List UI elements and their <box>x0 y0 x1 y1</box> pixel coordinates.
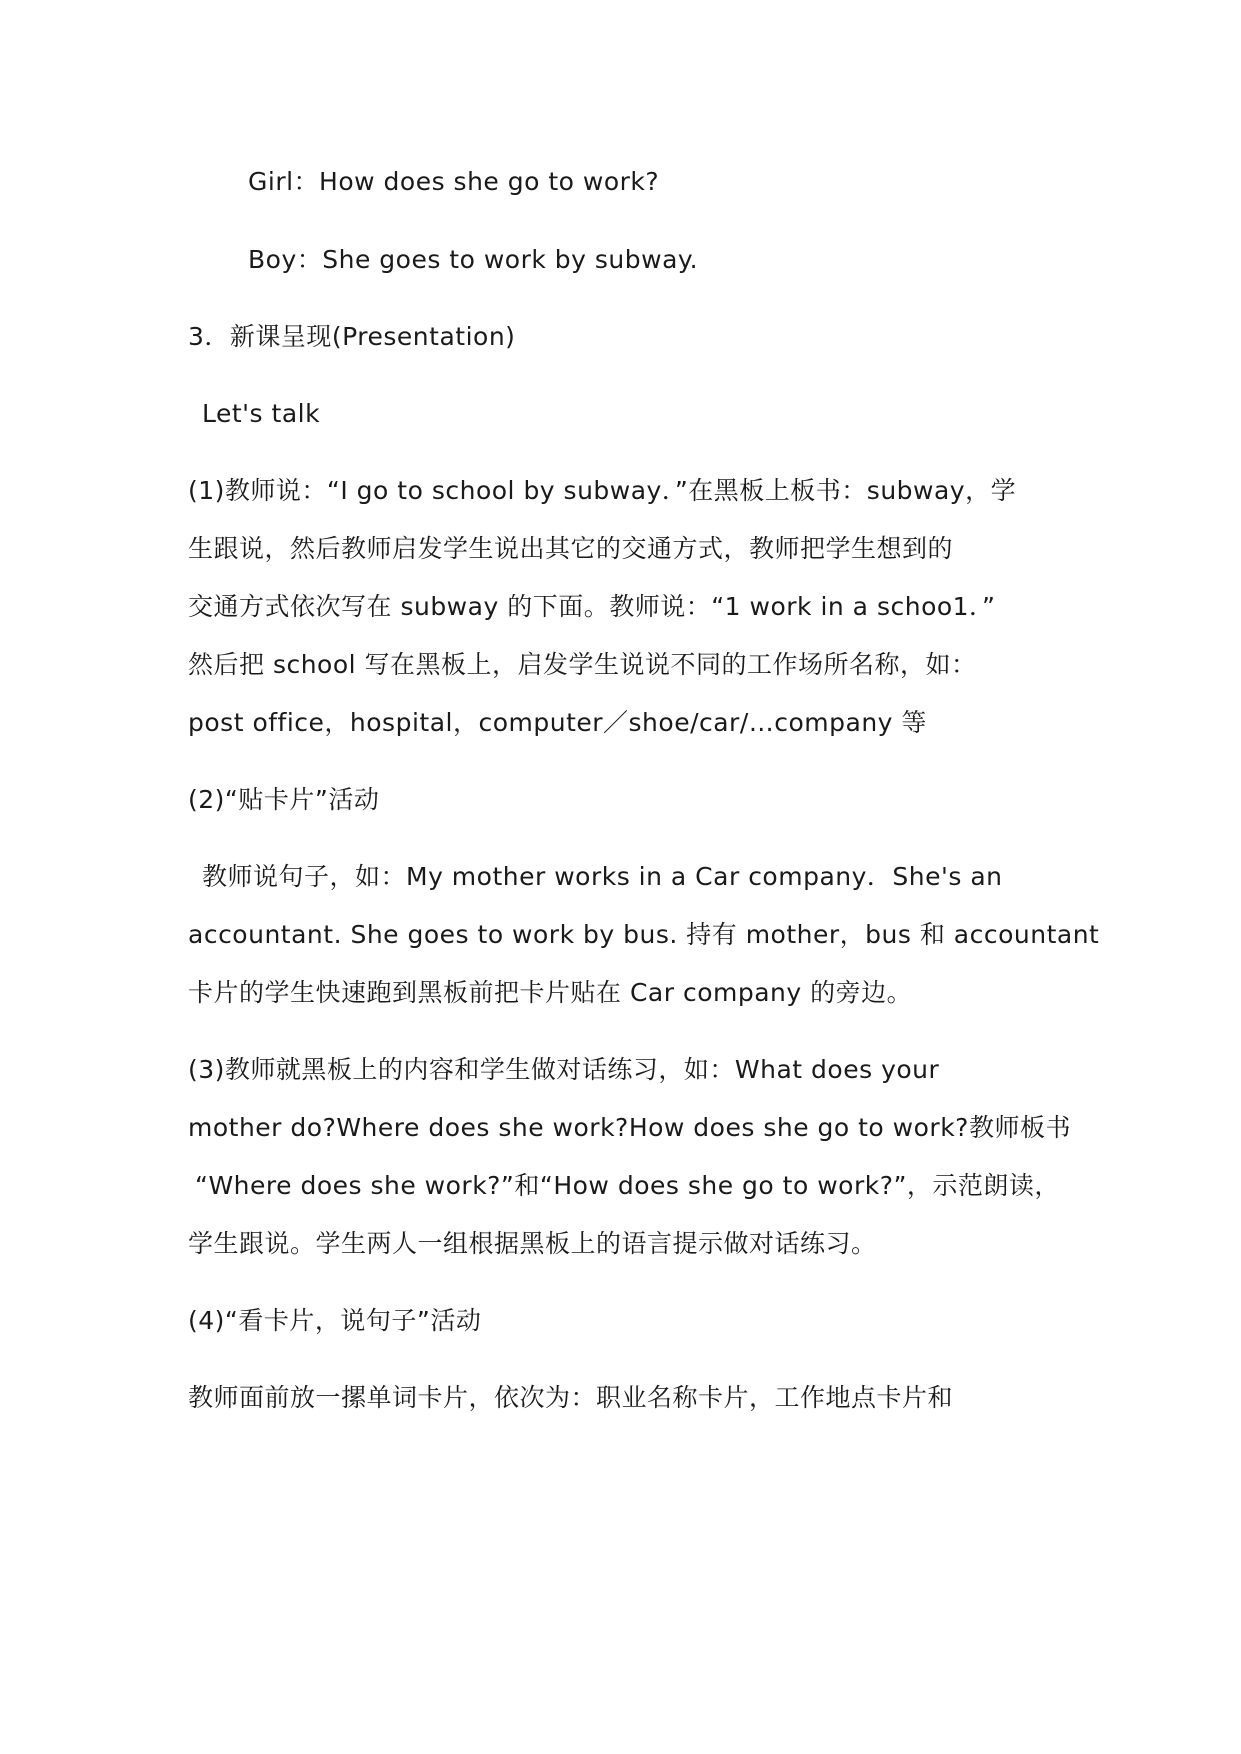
paragraph-1-line-2: 生跟说，然后教师启发学生说出其它的交通方式，教师把学生想到的 <box>188 534 954 563</box>
paragraph-2-line-2: accountant. She goes to work by bus. 持有 mother，bus 和 accountant <box>188 920 1100 949</box>
paragraph-1-line-1: (1)教师说：“I go to school by subway．”在黑板上板书：subway，学 <box>188 476 1017 505</box>
dialog-line-boy: Boy：She goes to work by subway. <box>248 245 699 274</box>
dialog-line-girl: Girl：How does she go to work? <box>248 167 660 196</box>
paragraph-1-line-4: 然后把 school 写在黑板上，启发学生说说不同的工作场所名称，如： <box>188 650 977 679</box>
paragraph-2-line-1: 教师说句子，如：My mother works in a Car company．She's an <box>202 862 1003 891</box>
paragraph-1-line-3: 交通方式依次写在 subway 的下面。教师说：“1 work in a schoo1．” <box>188 592 996 621</box>
paragraph-3-line-4: 学生跟说。学生两人一组根据黑板上的语言提示做对话练习。 <box>188 1229 877 1258</box>
paragraph-3-line-2: mother do?Where does she work?How does she go to work?教师板书 <box>188 1113 1071 1142</box>
activity-2-heading: (2)“贴卡片”活动 <box>188 785 380 814</box>
activity-4-heading: (4)“看卡片，说句子”活动 <box>188 1306 482 1335</box>
paragraph-4-line-1: 教师面前放一摞单词卡片，依次为：职业名称卡片，工作地点卡片和 <box>188 1383 954 1412</box>
subheading-lets-talk: Let's talk <box>202 399 321 428</box>
paragraph-1-line-5: post office，hospital，computer／shoe/car/…company 等 <box>188 708 927 737</box>
paragraph-3-line-1: (3)教师就黑板上的内容和学生做对话练习，如：What does your <box>188 1055 940 1084</box>
section-heading-presentation: 3．新课呈现(Presentation) <box>188 322 516 351</box>
paragraph-2-line-3: 卡片的学生快速跑到黑板前把卡片贴在 Car company 的旁边。 <box>188 978 913 1007</box>
paragraph-3-line-3: “Where does she work?”和“How does she go to work?”，示范朗读， <box>195 1171 1060 1200</box>
